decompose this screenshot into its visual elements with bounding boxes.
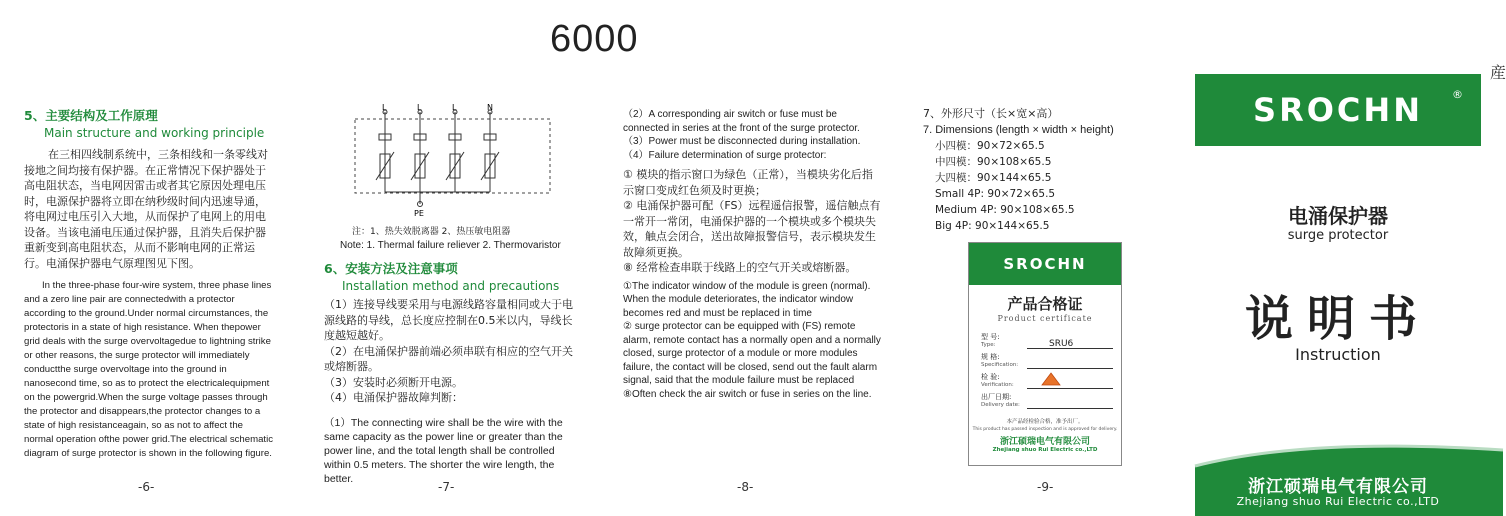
dimension-small-en: Small 4P: 90×72×65.5 [935,188,1056,200]
section-6-heading-en: Installation method and precautions [342,279,560,293]
cert-spec-label-en: Specification: [981,362,1019,368]
page-7 [324,104,576,486]
page-8 [623,108,881,401]
cert-title-cn: 产品合格证 [1007,295,1083,313]
cover-product-cn: 电涌保护器 [1288,204,1388,228]
cert-type-value: SRU6 [1027,340,1113,349]
big-number: 6000 [550,18,639,60]
cert-type-label-cn: 型 号: [981,333,1000,341]
failure-item-8-cn: ⑧ 经常检查串联于线路上的空气开关或熔断器。 [623,261,857,274]
cert-spec-label-cn: 规 格: [981,353,1000,361]
dimension-small-cn: 小四模：90×72×65.5 [935,140,1045,152]
dimension-medium-en: Medium 4P: 90×108×65.5 [935,204,1075,216]
diagram-label-l2: L [417,103,422,112]
registered-mark: ® [1452,88,1463,101]
diagram-label-n: N [487,103,493,112]
product-certificate [968,242,1122,466]
page-6 [24,106,274,461]
edge-character: 産 [1490,63,1506,82]
diagram-note-cn: 注：1、热失效脱离器 2、热压敏电阻器 [352,227,511,237]
cert-company-cn: 浙江硕瑞电气有限公司 [999,437,1090,447]
diagram-label-l1: L [382,103,387,112]
page-number-9: -9- [1037,480,1054,494]
failure-item-1-en: ①The indicator window of the module is green (normal). When the module deteriorates, the indicator window becomes red and must be replaced in time [623,280,871,319]
cover-title-cn: 说明书 [1244,291,1431,347]
cover-company-cn: 浙江硕瑞电气有限公司 [1248,477,1428,497]
section-6-heading-cn: 6、安装方法及注意事项 [324,261,458,276]
install-item-1-cn: （1）连接导线要采用与电源线路容量相同或大于电源线路的导线，总长度应控制在0.5米以内，导线长度越短越好。 [324,298,573,342]
cert-type-label-en: Type: [981,342,996,348]
dimensions-title-en: 7. Dimensions (length × width × height) [923,124,1114,136]
install-item-4-en: （4）Failure determination of surge protector: [623,149,827,161]
cover-brand-banner [1195,74,1481,146]
cert-footer-cn: 本产品经检验合格，准予出厂。 [1006,419,1084,425]
install-item-4-cn: （4）电涌保护器故障判断： [324,391,463,404]
cert-spec-value [1027,360,1113,369]
page-number-8: -8- [737,480,754,494]
principle-text-en: In the three-phase four-wire system, three phase lines and a zero line pair are connectedwith a protector according to the ground.Under normal circumstances, the protectoris in a state of high resistance. When thepower grid deals with the surge overvoltagedue to lightning strike or other reasons, the surge protector will immediately conductthe surge overvoltage into the ground in nanosecond time, so as to protect the electricalequipment on the powergrid.When the surge voltage passes through the protector and disappears,the protector changes to a state of high resistanceagain, so as not to affect the normal operation ofthe power grid.The electrical schematic diagram of surge protector is shown in the following figure. [24,280,274,459]
schematic-diagram [350,104,560,226]
failure-item-2-en: ② surge protector can be equipped with (FS) remote alarm, remote contact has a normally open and a normally closed, surge protector of a module or more modules failure, the contact will be closed, send out the fault alarm signal, said that the module failure must be replaced [623,321,881,386]
failure-item-1-cn: ① 模块的指示窗口为绿色（正常），当模块劣化后指示窗口变成红色须及时更换； [623,168,873,197]
inspection-stamp-icon [1041,372,1061,386]
cert-date-label-en: Delivery date: [981,402,1020,408]
install-item-2-cn: （2）在电涌保护器前端必须串联有相应的空气开关或熔断器。 [324,344,573,373]
page-number-7: -7- [438,480,455,494]
dimension-big-en: Big 4P: 90×144×65.5 [935,220,1050,232]
dimensions-title-cn: 7、外形尺寸（长×宽×高） [923,107,1059,120]
diagram-label-l3: L [452,103,457,112]
install-item-1-en: （1）The connecting wire shall be the wire with the same capacity as the power line or greater than the power line, and the total length shall be controlled within 0.5 meters. The shorter the wire length, the better. [324,416,563,485]
failure-item-2-cn: ② 电涌保护器可配（FS）远程遥信报警，遥信触点有一常开一常闭，电涌保护器的一个模块或多个模块失效，触点会闭合，送出故障报警信号，表示模块发生故障须更换。 [623,199,881,259]
install-item-3-cn: （3）安装时必须断开电源。 [324,375,463,389]
cert-verify-label-en: Verification: [981,382,1014,388]
section-5-heading-en: Main structure and working principle [44,126,265,140]
cert-verify-value [1027,374,1113,389]
cover-product-en: surge protector [1287,228,1389,243]
principle-text-cn: 在三相四线制系统中，三条相线和一条零线对接地之间均接有保护器。在正常情况下保护器处于高电阻状态，当电网因雷击或者其它原因处理电压时，电源保护器将立即在纳秒级时间内迅速导通，将电网过电压引入大地，从而保护了电网上的用电设备。当该电涌电压通过保护器，且消失后保护器重新变到高电阻状态，从而不影响电网的正常运行。电涌保护器电气原理图见下图。 [24,148,268,270]
dimension-big-cn: 大四模：90×144×65.5 [935,172,1052,184]
cert-date-label-cn: 出厂日期: [981,393,1012,401]
dimension-medium-cn: 中四模：90×108×65.5 [935,156,1052,168]
install-item-3-en: （3）Power must be disconnected during installation. [623,136,861,147]
install-item-2-en: （2）A corresponding air switch or fuse must be connected in series at the front of the surge protector. [623,109,860,134]
cert-footer-en: This product has passed inspection and is approved for delivery. [972,427,1118,432]
cover-brand-logo: SROCHN [1253,91,1423,129]
section-5-heading-cn: 5、主要结构及工作原理 [24,108,158,123]
failure-item-8-en: ⑧Often check the air switch or fuse in series on the line. [623,388,872,400]
diagram-note-en: Note: 1. Thermal failure reliever 2. Thermovaristor [340,240,561,251]
cover-company-en: Zhejiang shuo Rui Electric co.,LTD [1236,495,1440,508]
page-9 [923,106,1163,234]
cert-verify-label-cn: 检 验: [981,373,1000,381]
cert-brand-logo: SROCHN [1003,255,1087,273]
cert-company-en: Zhejiang shuo Rui Electric co.,LTD [992,447,1098,453]
page-number-6: -6- [138,480,155,494]
cover-title-en: Instruction [1295,345,1381,364]
diagram-label-pe: PE [414,209,424,218]
cert-date-value [1027,400,1113,409]
cert-title-en: Product certificate [997,314,1093,323]
